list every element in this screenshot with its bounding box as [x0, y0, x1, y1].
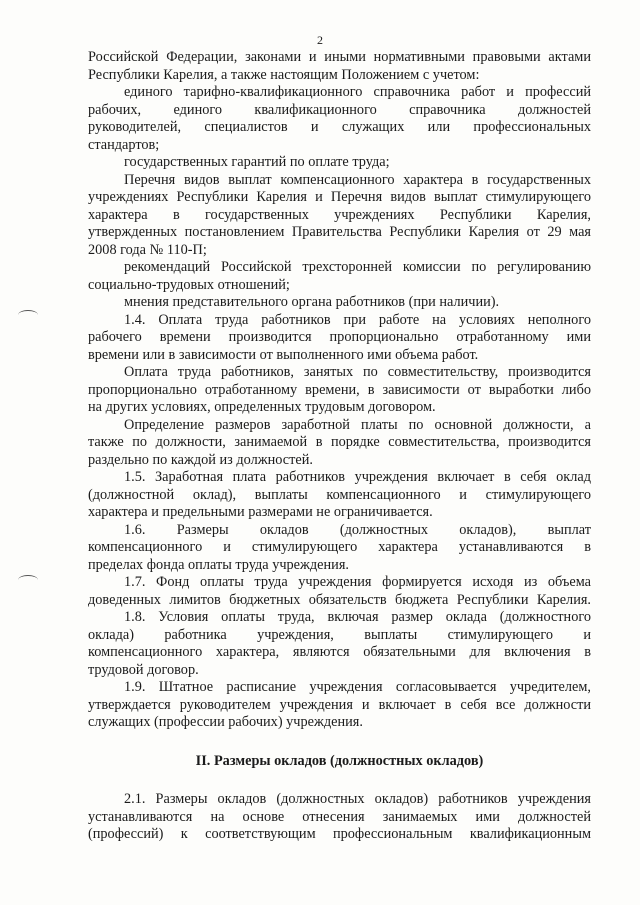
text-line: раздельно по каждой из должностей. — [88, 451, 313, 468]
text-line: также по должности, занимаемой в порядке совместительства, производится — [88, 434, 591, 450]
page-number: 2 — [317, 33, 323, 47]
text-line: пропорционально отработанному времени, в зависимости от выработки либо — [88, 381, 591, 398]
punch-hole-mark — [18, 575, 38, 585]
text-line: (профессий) к соответствующим профессиональным квалификационным — [88, 826, 591, 842]
text-line: социально-трудовых отношений; — [88, 276, 290, 293]
text-line: государственных гарантий по оплате труда; — [124, 154, 390, 170]
text-line: характера в государственных учреждениях Республики Карелия, — [88, 206, 591, 223]
text-line: единого тарифно-квалификационного справочника работ и профессий — [124, 84, 591, 100]
punch-hole-mark — [18, 310, 38, 320]
text-line: 1.7. Фонд оплаты труда учреждения формируется исходя из объема — [124, 574, 591, 590]
text-line: 1.5. Заработная плата работников учреждения включает в себя оклад — [124, 469, 591, 485]
text-line: рабочего времени производится пропорционально отработанному ими — [88, 329, 591, 345]
text-line: стандартов; — [88, 136, 160, 153]
text-line: (должностной оклад), выплаты компенсационного и стимулирующего — [88, 486, 591, 503]
text-line: руководителей, специалистов и служащих или профессиональных — [88, 119, 591, 135]
document-body — [88, 49, 591, 844]
text-line: компенсационного характера, являются обязательными для включения в — [88, 644, 591, 660]
text-line: пределах фонда оплаты труда учреждения. — [88, 556, 349, 573]
text-line: 1.6. Размеры окладов (должностных окладов), выплат — [124, 521, 591, 538]
text-line: рекомендаций Российской трехсторонней комиссии по регулированию — [124, 259, 591, 275]
text-line: Российской Федерации, законами и иными нормативными правовыми актами — [88, 49, 591, 65]
text-line: характера и предельными размерами не ограничивается. — [88, 504, 433, 520]
text-line: мнения представительного органа работников (при наличии). — [124, 294, 500, 310]
text-line: 1.9. Штатное расписание учреждения согласовывается учредителем, — [124, 679, 591, 695]
text-line: компенсационного и стимулирующего характера устанавливаются в — [88, 539, 591, 555]
text-line: устанавливаются на основе отнесения занимаемых ими должностей — [88, 808, 591, 825]
text-line: времени или в зависимости от выполненного ими объема работ. — [88, 346, 479, 363]
text-line: Оплата труда работников, занятых по совместительству, производится — [124, 364, 591, 380]
text-line: 1.4. Оплата труда работников при работе на условиях неполного — [124, 311, 591, 328]
text-line: 2008 года № 110-П; — [88, 241, 207, 258]
section-heading: II. Размеры окладов (должностных окладов) — [195, 752, 484, 769]
text-line: утвержденных постановлением Правительства Республики Карелия от 29 мая — [88, 224, 591, 240]
text-line: оклада) работника учреждения, выплаты стимулирующего и — [88, 626, 591, 643]
text-line: служащих (профессии рабочих) учреждения. — [88, 714, 363, 730]
spacer — [88, 732, 591, 753]
text-line: 2.1. Размеры окладов (должностных окладов) работников учреждения — [124, 791, 591, 807]
text-line: Республики Карелия, а также настоящим Положением с учетом: — [88, 66, 480, 83]
text-line: утверждается руководителем учреждения и включает в себя все должности — [88, 696, 591, 713]
text-line: учреждениях Республики Карелия и Перечня видов выплат стимулирующего — [88, 189, 591, 205]
text-line: трудовой договор. — [88, 661, 199, 678]
text-line: Перечня видов выплат компенсационного характера в государственных — [124, 171, 591, 188]
text-line: на других условиях, определенных трудовым договором. — [88, 399, 436, 415]
text-line: Определение размеров заработной платы по основной должности, а — [124, 416, 591, 433]
text-line: 1.8. Условия оплаты труда, включая размер оклада (должностного — [124, 609, 591, 625]
spacer — [88, 770, 591, 791]
text-line: доведенных лимитов бюджетных обязательств бюджета Республики Карелия. — [88, 591, 591, 608]
text-line: рабочих, единого квалификационного справочника должностей — [88, 101, 591, 118]
